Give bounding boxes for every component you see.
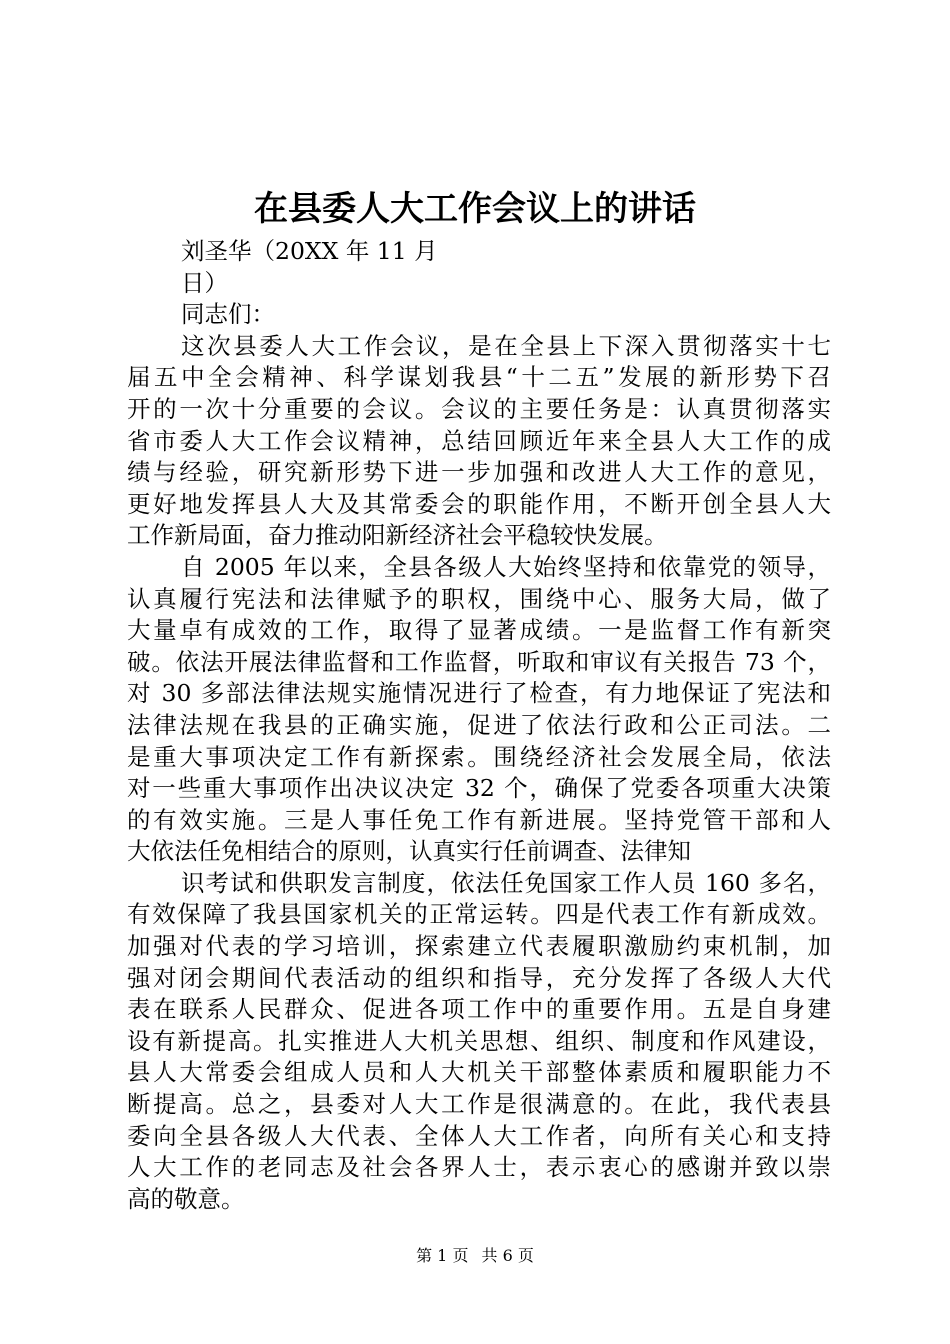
text-line: 省市委人大工作会议精神，总结回顾近年来全县人大工作的成 bbox=[127, 426, 831, 455]
text-line: 同志们： bbox=[181, 300, 275, 329]
text-line: 委向全县各级人大代表、全体人大工作者，向所有关心和支持 bbox=[127, 1121, 831, 1150]
page-number: 第 1 页 bbox=[416, 1246, 469, 1265]
page-total: 共 6 页 bbox=[481, 1246, 534, 1265]
text-line: 的有效实施。三是人事任免工作有新进展。坚持党管干部和人 bbox=[127, 805, 831, 834]
text-line: 届五中全会精神、科学谋划我县“十二五”发展的新形势下召 bbox=[127, 363, 831, 392]
text-line: 人大工作的老同志及社会各界人士，表示衷心的感谢并致以崇 bbox=[127, 1153, 831, 1182]
text-line: 这次县委人大工作会议，是在全县上下深入贯彻落实十七 bbox=[181, 331, 831, 360]
page-footer bbox=[0, 1243, 950, 1266]
text-line: 有效保障了我县国家机关的正常运转。四是代表工作有新成效。 bbox=[127, 900, 831, 929]
document-title: 在县委人大工作会议上的讲话 bbox=[254, 189, 696, 229]
text-line: 绩与经验，研究新形势下进一步加强和改进人大工作的意见， bbox=[127, 458, 831, 487]
text-line: 县人大常委会组成人员和人大机关干部整体素质和履职能力不 bbox=[127, 1058, 831, 1087]
text-line: 是重大事项决定工作有新探索。围绕经济社会发展全局，依法 bbox=[127, 742, 831, 771]
text-line: 工作新局面，奋力推动阳新经济社会平稳较快发展。 bbox=[127, 521, 668, 550]
text-line: 对 30 多部法律法规实施情况进行了检查，有力地保证了宪法和 bbox=[127, 679, 831, 708]
text-line: 认真履行宪法和法律赋予的职权，围绕中心、服务大局，做了 bbox=[127, 584, 831, 613]
text-line: 法律法规在我县的正确实施，促进了依法行政和公正司法。二 bbox=[127, 710, 831, 739]
text-line: 高的敬意。 bbox=[127, 1184, 245, 1213]
text-line: 设有新提高。扎实推进人大机关思想、组织、制度和作风建设， bbox=[127, 1026, 831, 1055]
text-line: 大依法任免相结合的原则，认真实行任前调查、法律知 bbox=[127, 837, 691, 866]
text-line: 破。依法开展法律监督和工作监督，听取和审议有关报告 73 个， bbox=[127, 647, 831, 676]
text-line: 更好地发挥县人大及其常委会的职能作用，不断开创全县人大 bbox=[127, 489, 831, 518]
text-line: 识考试和供职发言制度，依法任免国家工作人员 160 多名， bbox=[181, 868, 831, 897]
text-line: 加强对代表的学习培训，探索建立代表履职激励约束机制，加 bbox=[127, 932, 831, 961]
document-body bbox=[127, 236, 831, 1215]
text-line: 刘圣华（20XX 年 11 月 bbox=[181, 237, 438, 265]
text-line: 开的一次十分重要的会议。会议的主要任务是：认真贯彻落实 bbox=[127, 394, 831, 423]
text-line: 断提高。总之，县委对人大工作是很满意的。在此，我代表县 bbox=[127, 1090, 831, 1119]
text-line: 日） bbox=[181, 268, 228, 297]
text-line: 表在联系人民群众、促进各项工作中的重要作用。五是自身建 bbox=[127, 995, 831, 1024]
text-line: 强对闭会期间代表活动的组织和指导，充分发挥了各级人大代 bbox=[127, 963, 831, 992]
text-line: 对一些重大事项作出决议决定 32 个，确保了党委各项重大决策 bbox=[127, 774, 831, 803]
text-line: 自 2005 年以来，全县各级人大始终坚持和依靠党的领导， bbox=[181, 552, 831, 581]
text-line: 大量卓有成效的工作，取得了显著成绩。一是监督工作有新突 bbox=[127, 616, 831, 645]
